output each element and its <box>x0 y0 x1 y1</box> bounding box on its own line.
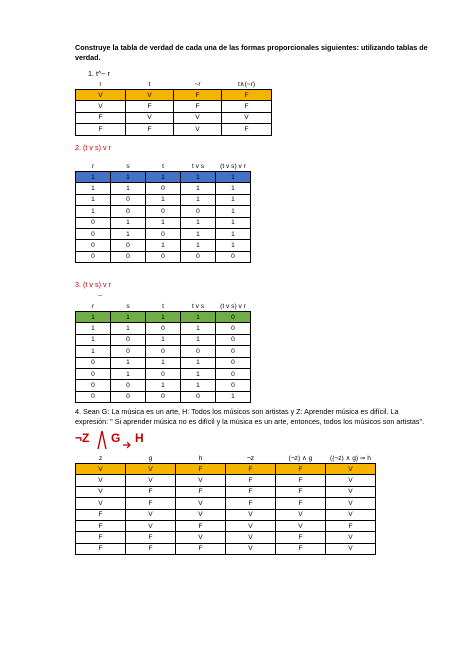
table-cell: V <box>226 520 276 531</box>
implies-arrow-icon <box>122 430 132 450</box>
formula-h: H <box>135 431 144 445</box>
table-row <box>76 312 251 323</box>
table-cell: 1 <box>76 172 111 183</box>
column-header: (t v s) v r <box>220 302 246 310</box>
table-cell: V <box>226 543 276 554</box>
column-header: ~r <box>194 80 201 88</box>
table-cell: 0 <box>146 251 181 262</box>
table-cell: 0 <box>216 346 251 357</box>
table-row <box>76 112 272 123</box>
column-header: t <box>162 162 164 170</box>
table-cell: 1 <box>76 346 111 357</box>
column-header: s <box>126 162 130 170</box>
table-cell: V <box>76 486 126 497</box>
table-cell: F <box>176 520 226 531</box>
table-cell: 1 <box>146 217 181 228</box>
table-row <box>76 124 272 135</box>
table-cell: 1 <box>181 194 216 205</box>
table-cell: V <box>276 520 326 531</box>
table-cell: 0 <box>111 391 146 402</box>
column-header: z <box>98 454 103 462</box>
table-cell: 0 <box>146 183 181 194</box>
table-cell: F <box>276 475 326 486</box>
table-cell: F <box>76 124 126 135</box>
table-cell: 1 <box>111 312 146 323</box>
section-2-label: 2. (t v s) v r <box>75 143 111 152</box>
table-cell: F <box>222 124 272 135</box>
table-cell: F <box>226 498 276 509</box>
section-1-label: 1. t^~ r <box>88 69 110 78</box>
table-row <box>76 228 251 239</box>
table-cell: 1 <box>181 323 216 334</box>
section-4-label-line-2: expresión: " Si aprender música no es difícil y la música es un arte, entonces, todos los músicos son artistas". <box>75 417 425 426</box>
table-cell: F <box>126 498 176 509</box>
table-cell: 1 <box>216 217 251 228</box>
table-cell: F <box>276 543 326 554</box>
table-row <box>76 323 251 334</box>
table-cell: 1 <box>181 380 216 391</box>
table-cell: F <box>76 509 126 520</box>
table-cell: 1 <box>181 240 216 251</box>
table-cell: 1 <box>181 368 216 379</box>
table-cell: 0 <box>76 240 111 251</box>
table-cell: F <box>226 464 276 475</box>
table-cell: V <box>176 498 226 509</box>
table-cell: V <box>222 112 272 123</box>
table-cell: 1 <box>76 323 111 334</box>
table-cell: 1 <box>181 217 216 228</box>
table-cell: 0 <box>216 334 251 345</box>
truth-table-4 <box>75 453 376 555</box>
table-row <box>76 543 376 554</box>
column-header: (¬z) ∧ g <box>288 454 313 462</box>
table-cell: 1 <box>181 312 216 323</box>
table-row <box>76 101 272 112</box>
table-cell: V <box>76 90 126 101</box>
table-cell: 0 <box>76 251 111 262</box>
table-cell: F <box>222 101 272 112</box>
table-cell: 1 <box>146 172 181 183</box>
table-cell: 1 <box>146 312 181 323</box>
column-header: t v s <box>191 162 205 170</box>
table-header-row <box>76 301 251 312</box>
table-cell: 0 <box>216 380 251 391</box>
table-cell: V <box>326 486 376 497</box>
table-cell: 1 <box>146 357 181 368</box>
table-cell: 0 <box>76 380 111 391</box>
table-cell: F <box>76 520 126 531</box>
and-symbol-icon <box>97 430 107 450</box>
table-cell: V <box>326 498 376 509</box>
table-cell: 1 <box>181 183 216 194</box>
table-cell: V <box>126 112 174 123</box>
table-row <box>76 217 251 228</box>
table-cell: 0 <box>76 368 111 379</box>
table-cell: 1 <box>216 228 251 239</box>
column-header: r <box>91 162 95 170</box>
table-cell: V <box>226 509 276 520</box>
table-cell: 1 <box>111 217 146 228</box>
table-cell: 1 <box>111 368 146 379</box>
table-row <box>76 90 272 101</box>
table-cell: 0 <box>76 357 111 368</box>
table-cell: V <box>126 464 176 475</box>
table-row <box>76 334 251 345</box>
table-row <box>76 520 376 531</box>
table-cell: V <box>276 509 326 520</box>
column-header: g <box>148 454 153 462</box>
section-3-mark: ~ <box>98 291 103 300</box>
table-cell: F <box>222 90 272 101</box>
table-header-row <box>76 161 251 172</box>
table-cell: V <box>326 475 376 486</box>
table-header-row <box>76 453 376 464</box>
table-cell: V <box>76 498 126 509</box>
truth-table-1 <box>75 79 272 136</box>
table-cell: F <box>76 112 126 123</box>
table-cell: 1 <box>216 183 251 194</box>
table-cell: F <box>176 543 226 554</box>
table-cell: V <box>176 509 226 520</box>
table-cell: V <box>174 112 222 123</box>
column-header: t <box>148 80 151 88</box>
table-cell: 0 <box>181 346 216 357</box>
table-cell: V <box>326 532 376 543</box>
table-cell: F <box>326 520 376 531</box>
table-cell: F <box>126 543 176 554</box>
table-cell: F <box>174 101 222 112</box>
table-cell: 1 <box>216 172 251 183</box>
table-cell: F <box>276 486 326 497</box>
table-cell: 1 <box>111 323 146 334</box>
table-cell: V <box>226 532 276 543</box>
table-cell: F <box>76 543 126 554</box>
table-cell: F <box>126 101 174 112</box>
table-cell: 0 <box>181 391 216 402</box>
table-cell: F <box>126 124 174 135</box>
table-row <box>76 194 251 205</box>
table-cell: 0 <box>111 380 146 391</box>
table-cell: F <box>126 532 176 543</box>
table-cell: V <box>126 509 176 520</box>
table-cell: 0 <box>111 194 146 205</box>
table-row <box>76 206 251 217</box>
table-cell: 1 <box>216 194 251 205</box>
formula <box>75 430 165 450</box>
table-cell: 0 <box>111 240 146 251</box>
table-row <box>76 251 251 262</box>
column-header: t <box>162 302 164 310</box>
table-cell: 0 <box>146 206 181 217</box>
column-header: s <box>126 302 130 310</box>
table-cell: V <box>126 90 174 101</box>
table-cell: 1 <box>111 228 146 239</box>
table-cell: 1 <box>181 334 216 345</box>
table-cell: 1 <box>216 391 251 402</box>
formula-g: G <box>111 431 121 445</box>
table-cell: 0 <box>111 346 146 357</box>
table-row <box>76 346 251 357</box>
table-cell: 1 <box>76 206 111 217</box>
column-header: t v s <box>191 302 205 310</box>
column-header: r <box>91 302 95 310</box>
table-cell: V <box>176 532 226 543</box>
table-cell: 1 <box>146 194 181 205</box>
table-cell: F <box>176 486 226 497</box>
table-row <box>76 172 251 183</box>
table-cell: 1 <box>146 380 181 391</box>
column-header: (t v s) v r <box>220 162 246 170</box>
column-header: h <box>198 454 203 462</box>
table-row <box>76 357 251 368</box>
table-cell: F <box>126 486 176 497</box>
table-cell: 0 <box>216 251 251 262</box>
truth-table-2 <box>75 161 251 263</box>
table-cell: 0 <box>146 391 181 402</box>
column-header: t∧(~r) <box>237 80 256 88</box>
table-row <box>76 509 376 520</box>
table-cell: 1 <box>181 357 216 368</box>
table-cell: 0 <box>111 334 146 345</box>
table-cell: 0 <box>216 312 251 323</box>
exercise-title-line-2: verdad. <box>75 53 101 62</box>
table-row <box>76 498 376 509</box>
table-cell: V <box>176 475 226 486</box>
table-cell: 0 <box>146 368 181 379</box>
section-4-label-line-1: 4. Sean G: La música es un arte, H: Todos los músicos son artistas y Z: Aprender música es difícil. La <box>75 407 399 416</box>
table-cell: 0 <box>216 357 251 368</box>
table-cell: 0 <box>111 251 146 262</box>
table-cell: V <box>76 475 126 486</box>
table-cell: 0 <box>216 368 251 379</box>
table-cell: 0 <box>146 228 181 239</box>
table-cell: V <box>326 509 376 520</box>
table-row <box>76 486 376 497</box>
table-row <box>76 532 376 543</box>
table-cell: F <box>226 475 276 486</box>
section-3-label: 3. (t v s) v r <box>75 280 111 289</box>
table-cell: V <box>76 464 126 475</box>
table-cell: 1 <box>111 183 146 194</box>
column-header: ¬z <box>246 454 255 462</box>
table-cell: V <box>126 520 176 531</box>
table-row <box>76 391 251 402</box>
table-cell: 0 <box>76 228 111 239</box>
table-cell: 1 <box>216 206 251 217</box>
table-cell: 1 <box>216 240 251 251</box>
exercise-title-line-1: Construye la tabla de verdad de cada una de las formas proporcionales siguientes: utilizando tablas de <box>75 43 428 52</box>
truth-table-3 <box>75 301 251 403</box>
table-cell: 0 <box>111 206 146 217</box>
table-cell: F <box>176 464 226 475</box>
table-cell: V <box>126 475 176 486</box>
table-cell: 1 <box>146 334 181 345</box>
table-row <box>76 368 251 379</box>
table-cell: 0 <box>216 323 251 334</box>
formula-not-z: ¬Z <box>75 431 90 445</box>
table-cell: F <box>276 532 326 543</box>
table-cell: F <box>226 486 276 497</box>
table-cell: F <box>276 498 326 509</box>
table-cell: 0 <box>76 391 111 402</box>
table-cell: 0 <box>146 323 181 334</box>
table-cell: V <box>174 124 222 135</box>
table-cell: 0 <box>146 346 181 357</box>
table-cell: 1 <box>76 183 111 194</box>
table-cell: 0 <box>181 206 216 217</box>
table-cell: 1 <box>146 240 181 251</box>
table-cell: 0 <box>181 251 216 262</box>
table-cell: 1 <box>76 312 111 323</box>
table-cell: 0 <box>76 217 111 228</box>
table-header-row <box>76 79 272 90</box>
table-row <box>76 183 251 194</box>
column-header: r <box>99 80 102 88</box>
table-cell: 1 <box>76 334 111 345</box>
table-cell: F <box>276 464 326 475</box>
table-cell: F <box>76 532 126 543</box>
table-cell: 1 <box>111 357 146 368</box>
table-cell: 1 <box>76 194 111 205</box>
table-cell: V <box>76 101 126 112</box>
table-cell: V <box>326 543 376 554</box>
column-header: ((¬z) ∧ g) ⇒ h <box>330 454 371 462</box>
table-row <box>76 380 251 391</box>
table-cell: 1 <box>111 172 146 183</box>
table-cell: 1 <box>181 228 216 239</box>
table-cell: 1 <box>181 172 216 183</box>
table-row <box>76 475 376 486</box>
table-row <box>76 240 251 251</box>
table-cell: V <box>326 464 376 475</box>
table-cell: F <box>174 90 222 101</box>
table-row <box>76 464 376 475</box>
